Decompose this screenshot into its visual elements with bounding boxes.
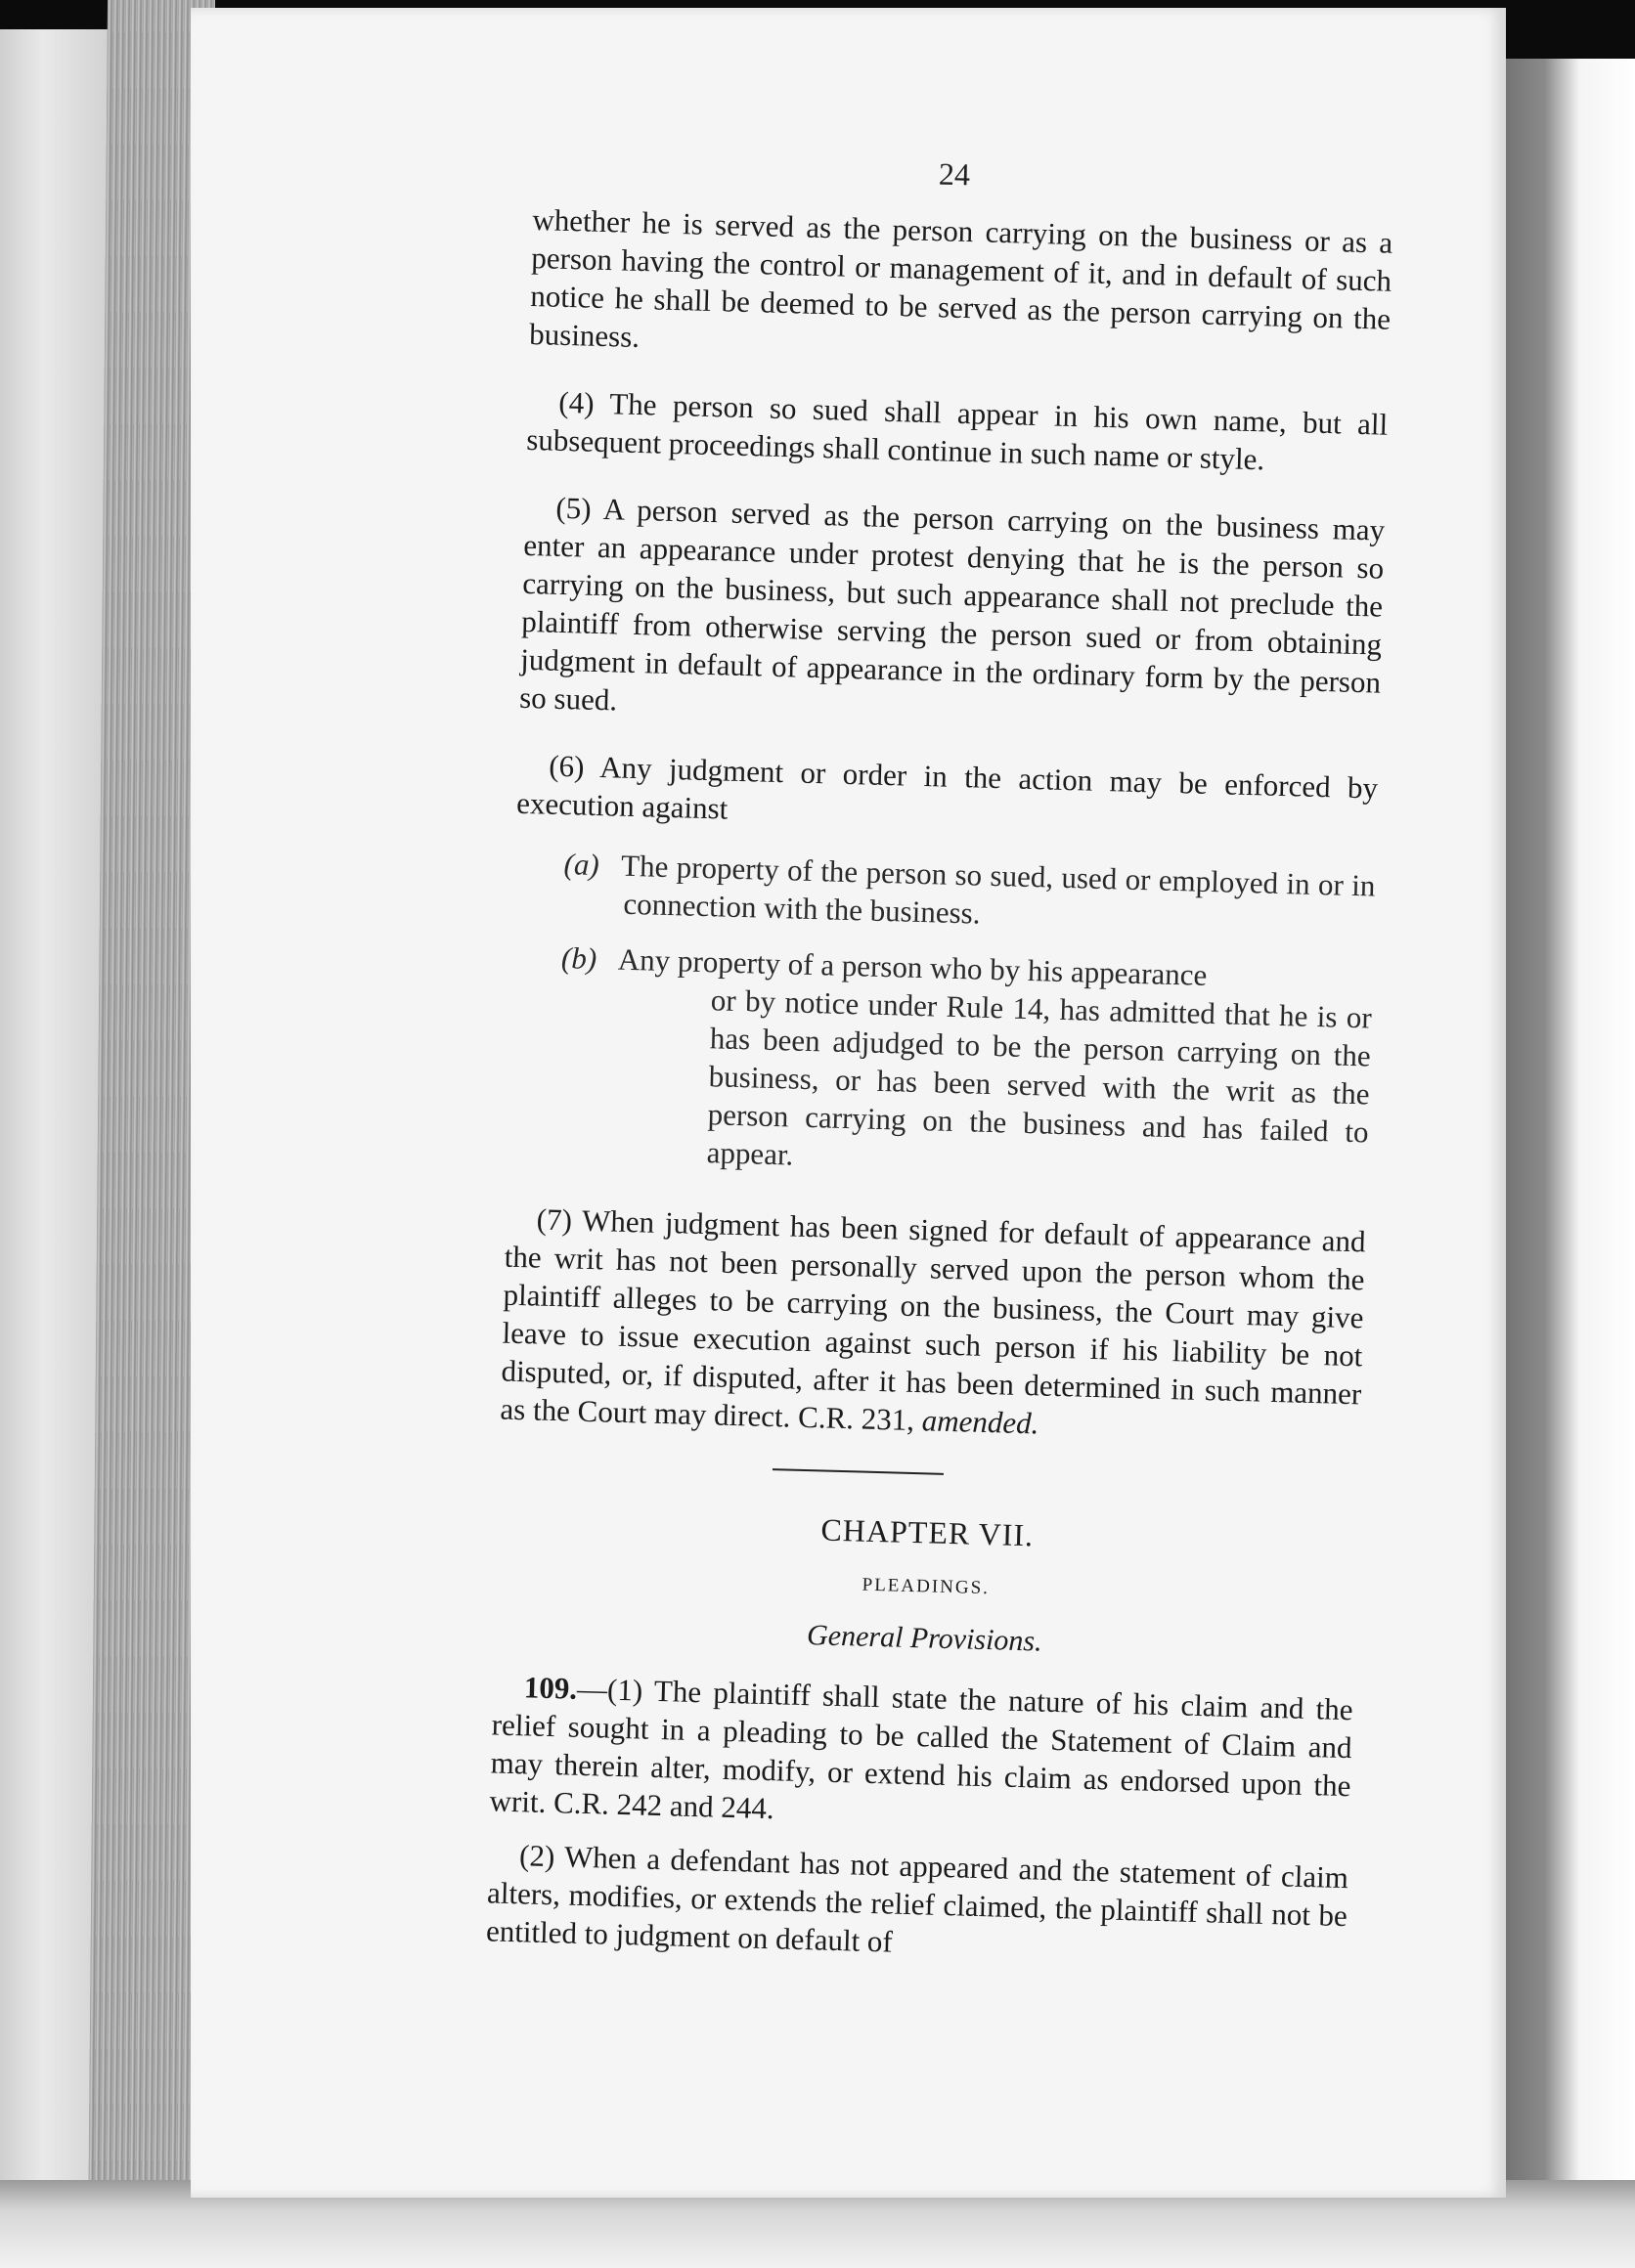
paragraph-7-amended: amended. xyxy=(921,1403,1039,1441)
rule-109-paragraph-2: (2) When a defendant has not appeared and the statement of claim alters, modifies, or extends the relief claimed, the plaintiff shall not be entitled to judgment on default of xyxy=(485,1838,1349,1959)
page-number: 24 xyxy=(938,155,971,193)
rule-109-number: 109. xyxy=(523,1670,578,1706)
item-a-text: The property of the person so sued, used or employed in or in connection with the business. xyxy=(620,848,1376,931)
item-b-first-line: Any property of a person who by his appearance xyxy=(617,941,1208,992)
section-heading: General Provisions. xyxy=(806,1619,1043,1658)
chapter-title: CHAPTER VII. xyxy=(820,1511,1035,1553)
rule-109-text-1: —(1) The plaintiff shall state the nature of his claim and the relief sought in a pleading to be called the Statement of Claim and may therein alter, modify, or extend his claim as endorsed upon the writ. C.R. 242 and 244. xyxy=(489,1671,1354,1826)
list-item-b xyxy=(555,938,1373,1189)
paragraph-7 xyxy=(500,1199,1366,1452)
paragraph-7-text: (7) When judgment has been signed for default of appearance and the writ has not been personally served upon the person whom the plaintiff alleges to be carrying on the business, the Court may give leave to issue execution against such person if his liability be not disputed, or, if disputed, after it has been determined in such manner as the Court may direct. C.R. 231, xyxy=(500,1201,1366,1437)
section-divider xyxy=(773,1468,944,1475)
chapter-subtitle: PLEADINGS. xyxy=(862,1574,991,1599)
paragraph-6: (6) Any judgment or order in the action may be enforced by execution against xyxy=(515,748,1379,826)
item-b-continuation: or by notice under Rule 14, has admitted that he is or has been adjudged to be the person carrying on the business, or has been served with the writ as the person carrying on the business and has failed to appear. xyxy=(706,982,1373,1172)
paragraph-continuation: whether he is served as the person carrying on the business or as a person having the control or management of it, and in default of such notice he shall be deemed to be served as the person carrying on the business. xyxy=(528,201,1393,354)
item-b-label: (b) xyxy=(560,940,597,977)
rule-109-paragraph-1 xyxy=(489,1667,1353,1843)
list-item-a xyxy=(562,845,1376,942)
paragraph-4: (4) The person so sued shall appear in his own name, but all subsequent proceedings shall continue in such name or style. xyxy=(525,384,1389,477)
item-a-label: (a) xyxy=(563,847,600,883)
book-right-shadow xyxy=(1496,59,1635,2258)
page-text xyxy=(485,200,1393,2002)
paragraph-5: (5) A person served as the person carrying on the business may enter an appearance under protest denying that he is the person so carrying on the business, but such appearance shall not preclude the plaintiff from otherwise serving the person sued or from obtaining judgment in default of appearance in the ordinary form by the person so sued. xyxy=(518,490,1386,718)
